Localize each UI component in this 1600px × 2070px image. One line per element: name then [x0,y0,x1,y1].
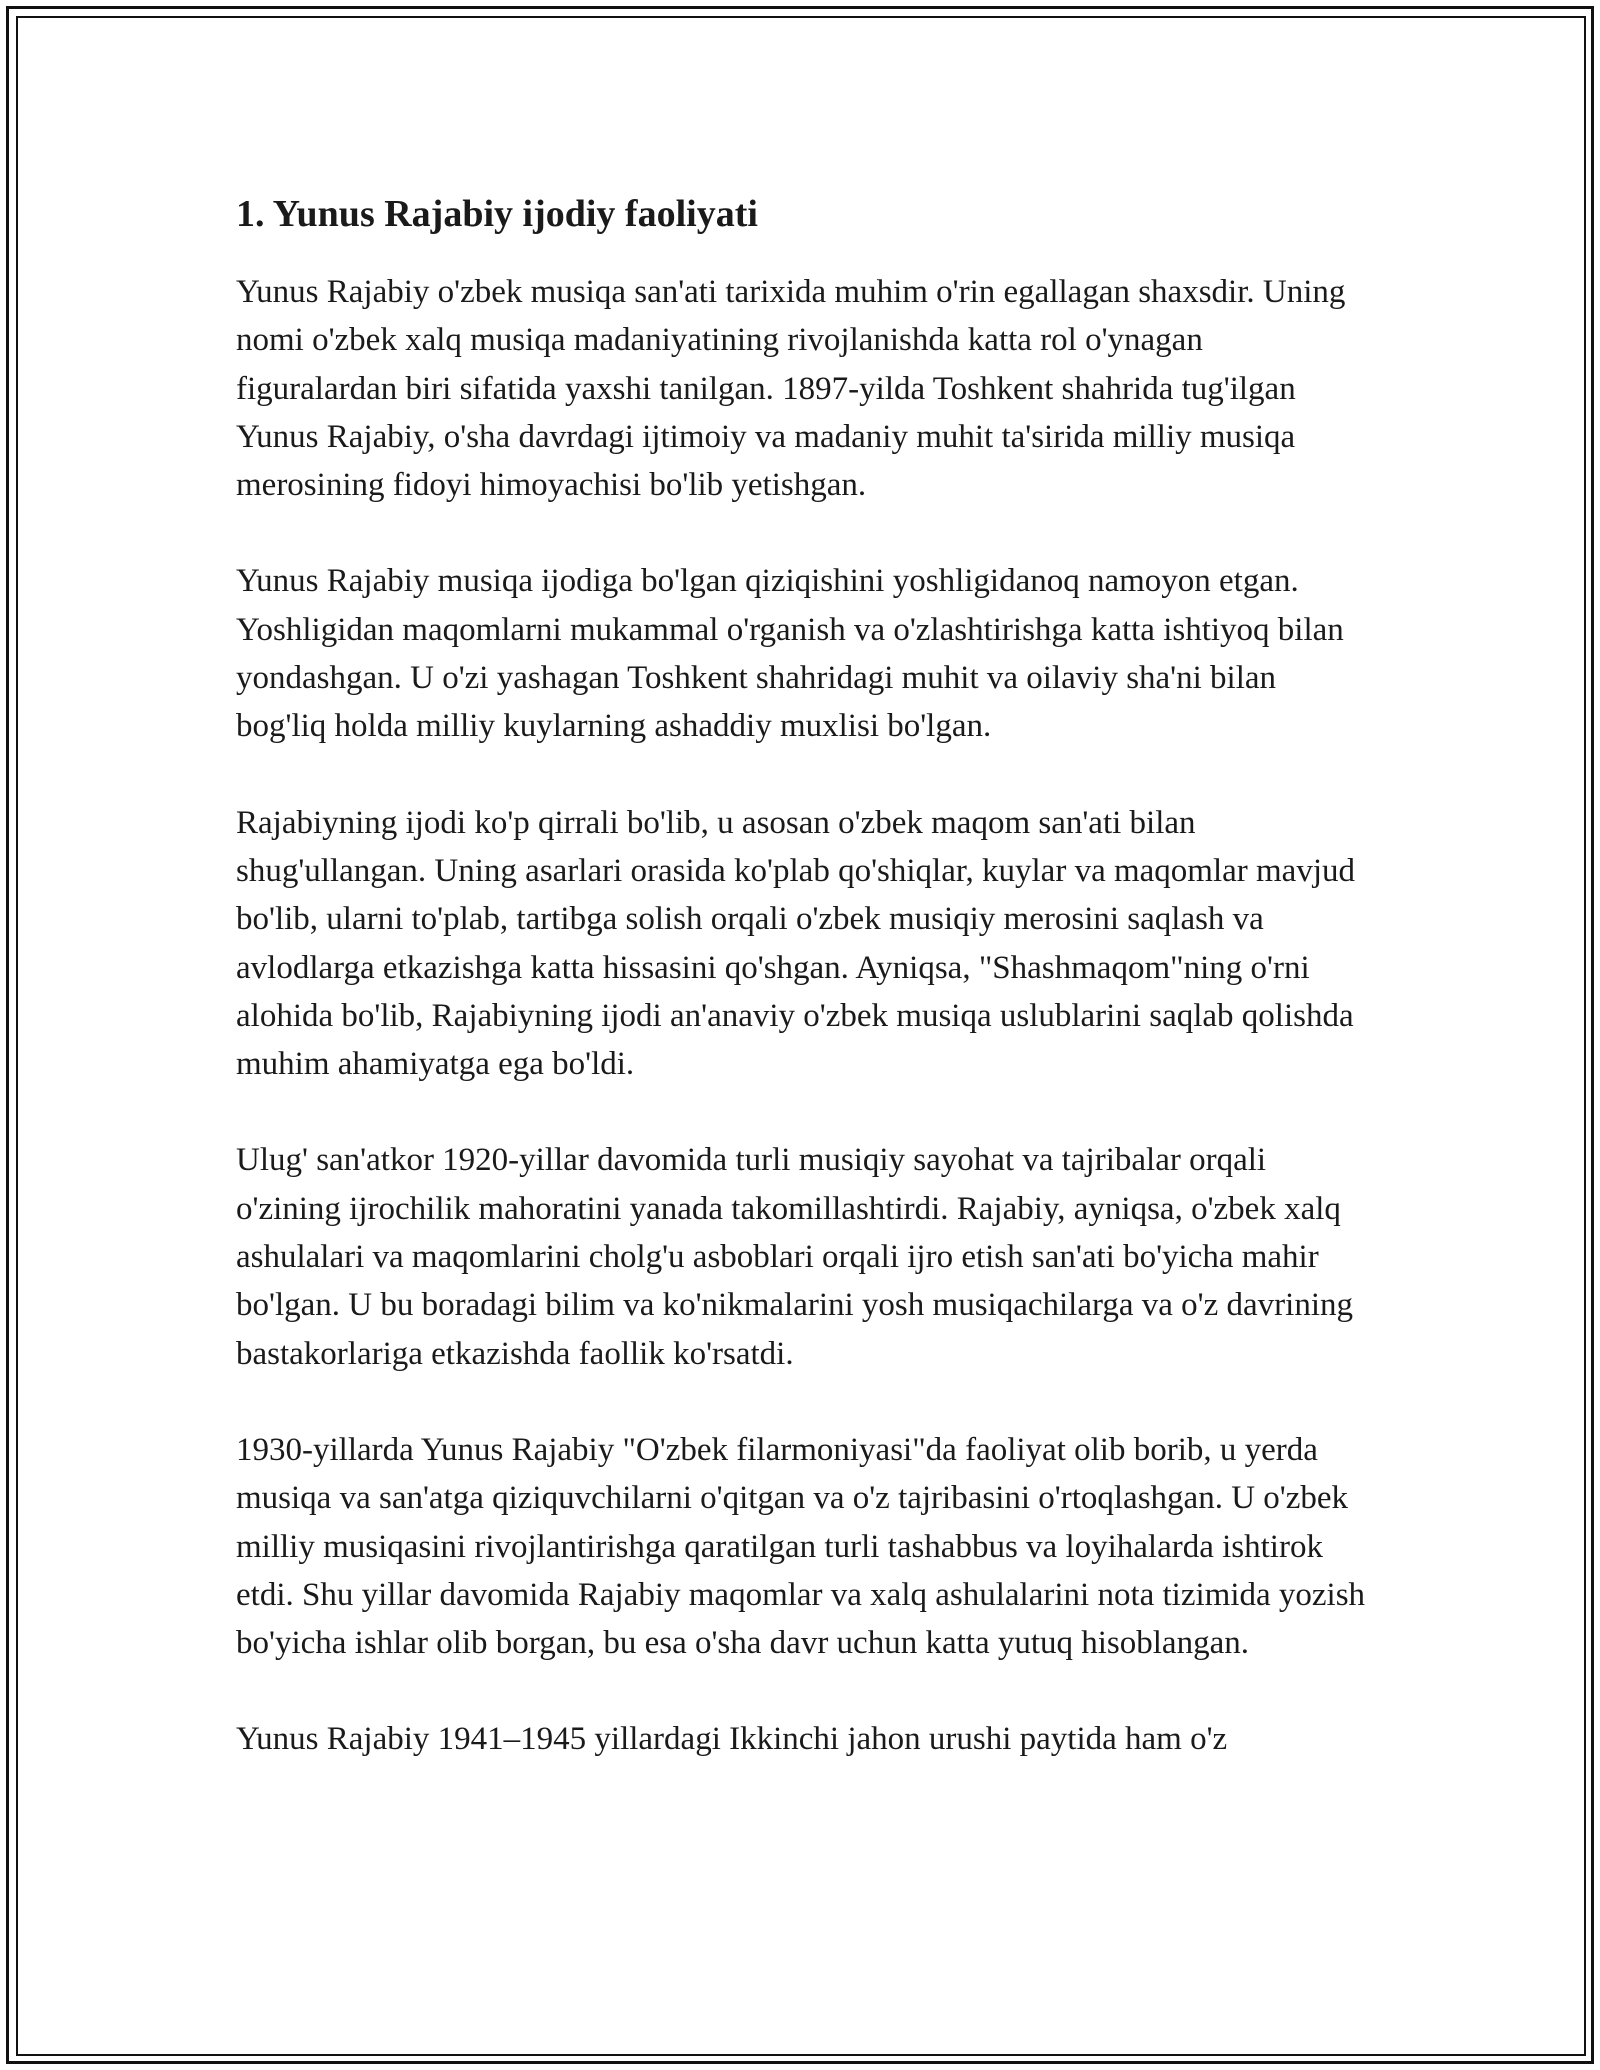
paragraph-4: Ulug' san'atkor 1920-yillar davomida turli musiqiy sayohat va tajribalar orqali o'zining ijrochilik mahoratini yanada takomillashtirdi. Rajabiy, ayniqsa, o'zbek xalq ashulalari va maqomlarini cholg'u asboblari orqali ijro etish san'ati bo'yicha mahir bo'lgan. U bu boradagi bilim va ko'nikmalarini yosh musiqachilarga va o'z davrining bastakorlariga etkazishda faollik ko'rsatdi. [236,1142,1353,1372]
paragraph-5: 1930-yillarda Yunus Rajabiy "O'zbek filarmoniyasi"da faoliyat olib borib, u yerda musiqa va san'atga qiziquvchilarni o'qitgan va o'z tajribasini o'rtoqlashgan. U o'zbek milliy musiqasini rivojlantirishga qaratilgan turli tashabbus va loyihalarda ishtirok etdi. Shu yillar davomida Rajabiy maqomlar va xalq ashulalarini nota tizimida yozish bo'yicha ishlar olib borgan, bu esa o'sha davr uchun katta yutuq hisoblangan. [236,1431,1366,1662]
paragraph-2: Yunus Rajabiy musiqa ijodiga bo'lgan qiziqishini yoshligidanoq namoyon etgan. Yoshligidan maqomlarni mukammal o'rganish va o'zlashtirishga katta ishtiyoq bilan yondashgan. U o'zi yashagan Toshkent shahridagi muhit va oilaviy sha'ni bilan bog'liq holda milliy kuylarning ashaddiy muxlisi bo'lgan. [236,563,1344,745]
paragraph-6: Yunus Rajabiy 1941–1945 yillardagi Ikkinchi jahon urushi paytida ham o'z [236,1721,1228,1758]
document-body [236,184,1366,1764]
paragraph-3: Rajabiyning ijodi ko'p qirrali bo'lib, u asosan o'zbek maqom san'ati bilan shug'ullangan. Uning asarlari orasida ko'plab qo'shiqlar, kuylar va maqomlar mavjud bo'lib, ularni to'plab, tartibga solish orqali o'zbek musiqiy merosini saqlash va avlodlarga etkazishga katta hissasini qo'shgan. Ayniqsa, "Shashmaqom"ning o'rni alohida bo'lib, Rajabiyning ijodi an'anaviy o'zbek musiqa uslublarini saqlab qolishda muhim ahamiyatga ega bo'ldi. [236,804,1355,1083]
section-heading: 1. Yunus Rajabiy ijodiy faoliyati [236,193,758,235]
paragraph-1: Yunus Rajabiy o'zbek musiqa san'ati tarixida muhim o'rin egallagan shaxsdir. Uning nomi o'zbek xalq musiqa madaniyatining rivojlanishda katta rol o'ynagan figuralardan biri sifatida yaxshi tanilgan. 1897-yilda Toshkent shahrida tug'ilgan Yunus Rajabiy, o'sha davrdagi ijtimoiy va madaniy muhit ta'sirida milliy musiqa merosining fidoyi himoyachisi bo'lib yetishgan. [236,274,1346,504]
